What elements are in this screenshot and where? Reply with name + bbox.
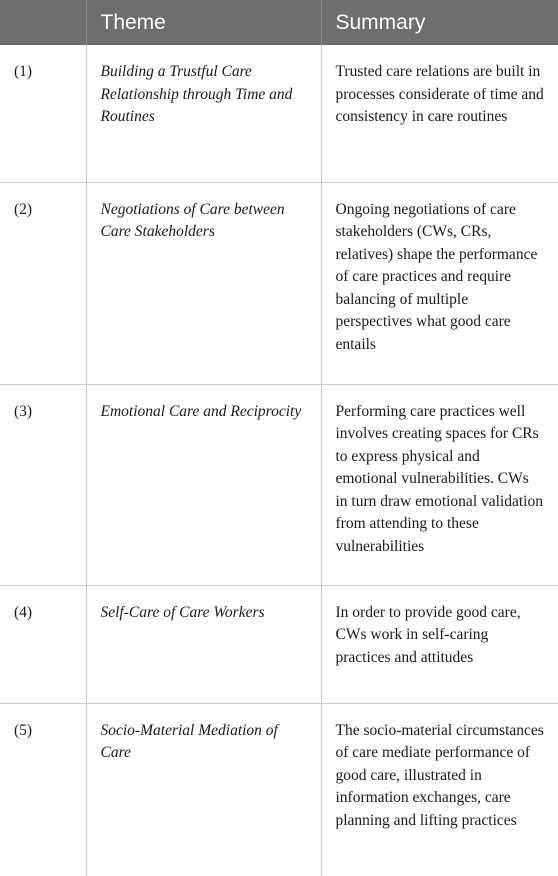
row-summary: Ongoing negotiations of care stakeholders (CWs, CRs, relatives) shape the performance of care practices and require balancing of multiple perspectives what good care entails [321, 182, 558, 384]
table-header [0, 0, 558, 45]
table-row [0, 585, 558, 703]
row-summary: The socio-material circumstances of care mediate performance of good care, illustrated in information exchanges, care planning and lifting practices [335, 721, 544, 829]
header-theme: Theme [86, 0, 321, 45]
table-row [0, 384, 558, 585]
row-summary: Trusted care relations are built in processes considerate of time and consistency in care routines [321, 45, 558, 182]
table-row [0, 703, 558, 876]
table-row [0, 45, 558, 182]
row-theme: Negotiations of Care between Care Stakeholders [86, 182, 321, 384]
row-number: (4) [0, 585, 86, 703]
row-summary: In order to provide good care, CWs work in self-caring practices and attitudes [321, 585, 558, 703]
row-number: (5) [0, 703, 86, 876]
row-theme: Building a Trustful Care Relationship through Time and Routines [86, 45, 321, 182]
row-number: (3) [0, 384, 86, 585]
row-summary: Performing care practices well involves creating spaces for CRs to express physical and emotional vulnerabilities. CWs in turn draw emotional validation from attending to these vulnerabilities [321, 384, 558, 585]
row-theme: Emotional Care and Reciprocity [86, 384, 321, 585]
row-number: (1) [0, 45, 86, 182]
table-row [0, 182, 558, 384]
row-number: (2) [0, 182, 86, 384]
header-number [0, 0, 86, 45]
row-theme: Socio-Material Mediation of Care [86, 703, 321, 876]
row-theme: Self-Care of Care Workers [86, 585, 321, 703]
header-summary: Summary [321, 0, 558, 45]
